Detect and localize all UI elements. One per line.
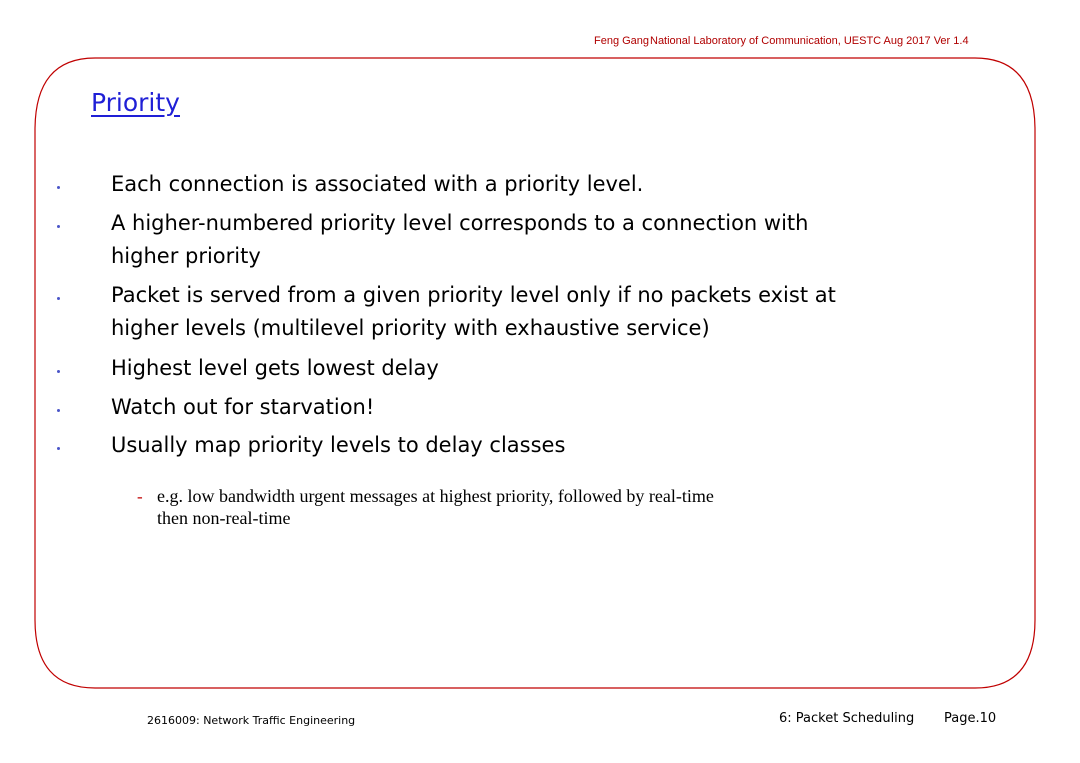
bullet-dot-icon xyxy=(57,447,60,450)
bullet-text: Watch out for starvation! xyxy=(111,395,375,419)
footer-chapter: 6: Packet Scheduling xyxy=(779,711,915,726)
sub-bullet-text: e.g. low bandwidth urgent messages at highest priority, followed by real-time xyxy=(157,486,714,506)
bullet-text-continued: higher levels (multilevel priority with exhaustive service) xyxy=(111,316,710,340)
bullet-text: Usually map priority levels to delay classes xyxy=(111,433,566,457)
header-author: Feng Gang xyxy=(594,35,650,47)
footer-page-number: Page.10 xyxy=(944,711,997,726)
footer-course: 2616009: Network Traffic Engineering xyxy=(147,714,356,727)
bullet-dot-icon xyxy=(57,186,60,189)
bullet-text-continued: higher priority xyxy=(111,244,261,268)
sub-bullet-text-continued: then non-real-time xyxy=(157,508,291,528)
slide-title: Priority xyxy=(91,88,180,117)
bullet-text: Packet is served from a given priority level only if no packets exist at xyxy=(111,283,836,307)
bullet-text: Each connection is associated with a priority level. xyxy=(111,172,644,196)
bullet-dot-icon xyxy=(57,409,60,412)
sub-bullet-dash-icon: - xyxy=(137,487,143,506)
bullet-text: A higher-numbered priority level corresponds to a connection with xyxy=(111,211,809,235)
bullet-dot-icon xyxy=(57,297,60,300)
bullet-text: Highest level gets lowest delay xyxy=(111,356,439,380)
bullet-dot-icon xyxy=(57,225,60,228)
header-organization: National Laboratory of Communication, UESTC Aug 2017 Ver 1.4 xyxy=(650,35,969,47)
bullet-dot-icon xyxy=(57,370,60,373)
